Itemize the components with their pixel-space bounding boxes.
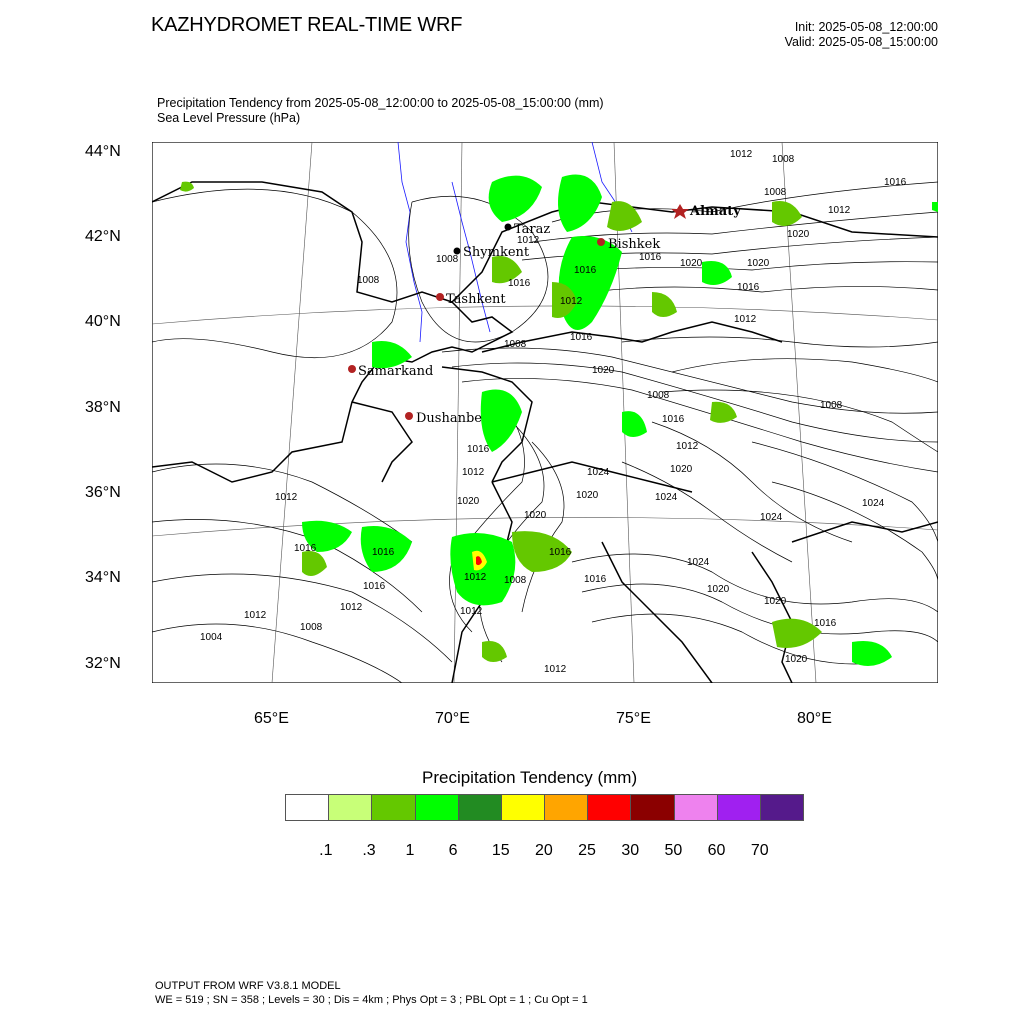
contour-label: 1012 xyxy=(544,664,567,675)
city-label-shymkent: Shymkent xyxy=(463,245,530,260)
contour-label: 1020 xyxy=(576,490,599,501)
model-name: OUTPUT FROM WRF V3.8.1 MODEL xyxy=(155,980,341,992)
contour-label: 1016 xyxy=(814,618,837,629)
contour-label: 1016 xyxy=(570,332,593,343)
run-times xyxy=(785,20,938,50)
legend-tick-label: 50 xyxy=(664,842,683,859)
contour-label: 1020 xyxy=(787,229,810,240)
city-label-taraz: Taraz xyxy=(514,222,551,237)
contour-label: 1008 xyxy=(647,390,670,401)
contour-label: 1008 xyxy=(772,154,795,165)
contour-label: 1016 xyxy=(508,278,531,289)
contour-label: 1012 xyxy=(462,467,485,478)
lon-label-75: 75°E xyxy=(616,710,651,727)
city-label-almaty: Almaty xyxy=(690,204,741,219)
legend-swatch xyxy=(544,794,588,821)
contour-label: 1020 xyxy=(747,258,770,269)
contour-label: 1012 xyxy=(464,572,487,583)
contour-label: 1016 xyxy=(372,547,395,558)
contour-label: 1008 xyxy=(357,275,380,286)
lat-label-44: 44°N xyxy=(85,143,121,160)
contour-label: 1004 xyxy=(200,632,223,643)
legend-swatch xyxy=(458,794,502,821)
contour-label: 1008 xyxy=(504,339,527,350)
legend-swatch xyxy=(587,794,631,821)
contour-label: 1012 xyxy=(828,205,851,216)
lat-label-34: 34°N xyxy=(85,569,121,586)
contour-label: 1024 xyxy=(687,557,710,568)
map-canvas xyxy=(152,142,938,683)
legend-tick-label: .1 xyxy=(319,842,333,859)
map-title: KAZHYDROMET REAL-TIME WRF xyxy=(151,14,463,36)
legend-tick-label: 15 xyxy=(491,842,510,859)
contour-label: 1016 xyxy=(639,252,662,263)
legend-tick-label: 6 xyxy=(448,842,458,859)
slp-field-label: Sea Level Pressure (hPa) xyxy=(157,111,301,125)
lat-label-38: 38°N xyxy=(85,399,121,416)
field-description xyxy=(157,96,604,126)
city-label-samarkand: Samarkand xyxy=(358,364,434,379)
lat-label-36: 36°N xyxy=(85,484,121,501)
legend-tick-label: 60 xyxy=(707,842,726,859)
valid-time: Valid: 2025-05-08_15:00:00 xyxy=(784,35,938,49)
contour-label: 1020 xyxy=(592,365,615,376)
legend-tick-label: .3 xyxy=(362,842,376,859)
contour-label: 1008 xyxy=(300,622,323,633)
lon-label-80: 80°E xyxy=(797,710,832,727)
contour-label: 1016 xyxy=(584,574,607,585)
init-time: Init: 2025-05-08_12:00:00 xyxy=(794,20,938,34)
legend-swatch xyxy=(328,794,372,821)
contour-label: 1020 xyxy=(785,654,808,665)
model-info xyxy=(155,979,588,1007)
contour-label: 1016 xyxy=(549,547,572,558)
city-shymkent xyxy=(454,245,530,260)
contour-label: 1016 xyxy=(467,444,490,455)
legend-tick-label: 1 xyxy=(405,842,415,859)
legend-tick-label: 30 xyxy=(621,842,640,859)
contour-label: 1016 xyxy=(884,177,907,188)
contour-label: 1012 xyxy=(275,492,298,503)
contour-label: 1012 xyxy=(460,606,483,617)
contour-label: 1008 xyxy=(820,400,843,411)
contour-label: 1024 xyxy=(587,467,610,478)
city-label-dushanbe: Dushanbe xyxy=(416,411,482,426)
contour-label: 1016 xyxy=(737,282,760,293)
contour-label: 1024 xyxy=(760,512,783,523)
contour-label: 1012 xyxy=(244,610,267,621)
contour-label: 1012 xyxy=(676,441,699,452)
legend-swatch xyxy=(630,794,674,821)
contour-label: 1020 xyxy=(670,464,693,475)
legend-tick-label: 70 xyxy=(750,842,769,859)
contour-label: 1020 xyxy=(764,596,787,607)
city-label-tashkent: Tashkent xyxy=(446,292,506,307)
legend-swatch xyxy=(501,794,545,821)
contour-label: 1020 xyxy=(524,510,547,521)
precip-field-label: Precipitation Tendency from 2025-05-08_12:00:00 to 2025-05-08_15:00:00 (mm) xyxy=(157,96,604,110)
legend-colorbar xyxy=(286,794,804,822)
contour-label: 1012 xyxy=(734,314,757,325)
legend-swatch xyxy=(285,794,329,821)
contour-label: 1008 xyxy=(504,575,527,586)
contour-label: 1008 xyxy=(436,254,459,265)
legend-tick-label: 25 xyxy=(578,842,596,859)
contour-label: 1012 xyxy=(517,235,540,246)
city-samarkand xyxy=(348,364,433,379)
lon-label-65: 65°E xyxy=(254,710,289,727)
contour-label: 1020 xyxy=(680,258,703,269)
lon-label-70: 70°E xyxy=(435,710,470,727)
lat-label-32: 32°N xyxy=(85,655,121,672)
city-label-bishkek: Bishkek xyxy=(608,237,661,252)
contour-label: 1012 xyxy=(730,149,753,160)
contour-label: 1020 xyxy=(457,496,480,507)
legend-swatch xyxy=(371,794,415,821)
contour-label: 1016 xyxy=(662,414,685,425)
city-tashkent xyxy=(436,292,506,307)
contour-label: 1024 xyxy=(862,498,885,509)
contour-label: 1008 xyxy=(764,187,787,198)
legend-tick-label: 20 xyxy=(535,842,553,859)
map-panel xyxy=(152,142,938,683)
contour-label: 1012 xyxy=(340,602,363,613)
legend-swatch xyxy=(415,794,459,821)
contour-label: 1016 xyxy=(574,265,597,276)
contour-label: 1020 xyxy=(707,584,730,595)
contour-label: 1012 xyxy=(560,296,583,307)
contour-label: 1016 xyxy=(294,543,317,554)
lat-label-42: 42°N xyxy=(85,228,121,245)
legend-swatch xyxy=(760,794,804,821)
legend-swatch xyxy=(674,794,718,821)
contour-label: 1016 xyxy=(363,581,386,592)
city-dushanbe xyxy=(405,411,482,426)
legend-title: Precipitation Tendency (mm) xyxy=(422,768,638,787)
lat-label-40: 40°N xyxy=(85,313,121,330)
model-config: WE = 519 ; SN = 358 ; Levels = 30 ; Dis = 4km ; Phys Opt = 3 ; PBL Opt = 1 ; Cu Opt = 1 xyxy=(155,994,588,1006)
legend-swatch xyxy=(717,794,761,821)
contour-label: 1024 xyxy=(655,492,678,503)
